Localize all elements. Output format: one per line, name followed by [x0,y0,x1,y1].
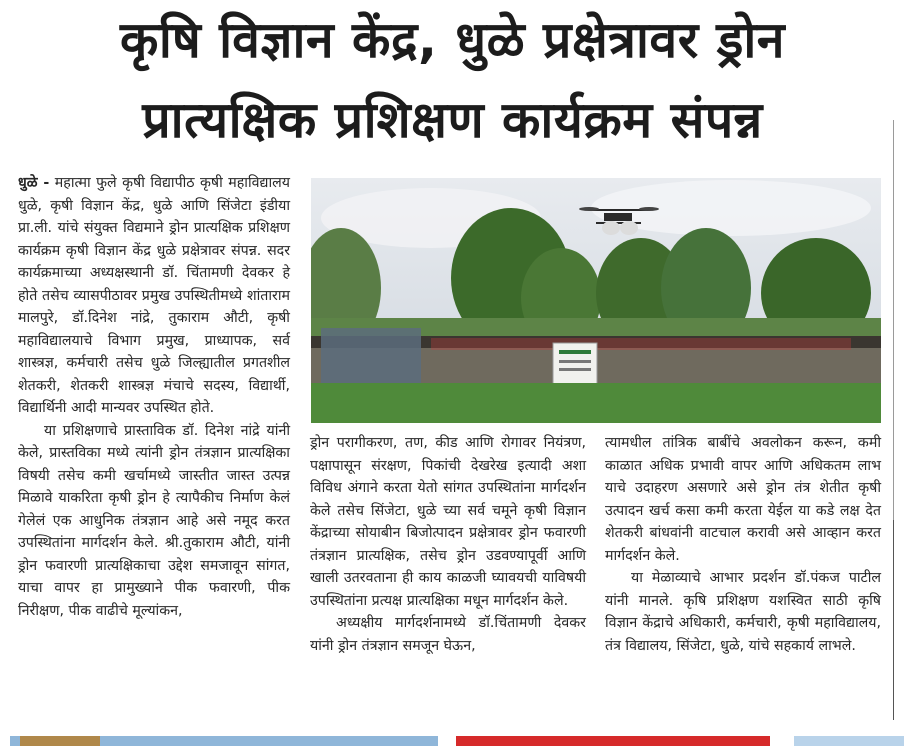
article-paragraph-2: या प्रशिक्षणाचे प्रास्ताविक डॉ. दिनेश नांद्रे यांनी केले, प्रास्तविका मध्ये त्यांनी ड्रोन तंत्रज्ञान प्रात्यक्षिका विषयी तसेच कमी खर्चामध्ये जास्तीत जास्त उत्पन्न मिळावे याकरिता कृषी ड्रोन हे त्यापैकीच निर्माण केलं गेलेलं एक आधुनिक तंत्रज्ञान आहे असे नमूद करत उपस्थितांना मार्गदर्शन केले. श्री.तुकाराम औटी, यांनी ड्रोन फवारणी प्रात्यक्षिकाचा उद्देश समजावून सांगत, याचा वापर हा प्रामुख्याने पीक फवारणी, पीक निरीक्षण, पीक वाढीचे मूल्यांकन, [18,422,290,619]
banner [553,343,597,388]
article-paragraph-3: ड्रोन परागीकरण, तण, कीड आणि रोगावर नियंत्रण, पक्षापासून संरक्षण, पिकांची देखरेख इत्यादी अशा विविध अंगाने करता येतो सांगत उपस्थितांना मार्गदर्शन केले तसेच सिंजेटा, धुळे च्या सर्व चमूने कृषी विज्ञान केंद्राच्या सोयाबीन बिजोत्पादन प्रक्षेत्रावर ड्रोन फवारणी तंत्रज्ञान प्रात्यक्षिक, तसेच ड्रोन उडवण्यापूर्वी आणि खाली उतरवताना ही काय काळजी घ्यावयची याविषयी उपस्थितांना प्रत्यक्ष प्रात्यक्षिका मधून मार्गदर्शन केले. [310,435,586,609]
headline-line-2: प्रात्यक्षिक प्रशिक्षण कार्यक्रम संपन्न [142,91,763,149]
article-paragraph-5: त्यामधील तांत्रिक बाबींचे अवलोकन करून, कमी काळात अधिक प्रभावी वापर आणि अधिकतम लाभ याचे उदाहरण असणारे असे ड्रोन तंत्र शेतीत कृषी उत्पादन खर्च कसा कमी करता येईल या कडे लक्ष देत शेतकरी बांधवांनी वाटचाल करावी असे आव्हान करत मार्गदर्शन केले. [605,435,881,564]
soybean-field [311,383,881,423]
photo-illustration [311,178,881,423]
article-column-1 [18,172,290,622]
drone-demonstration-photo [311,178,881,423]
column-divider [893,520,894,720]
article-paragraph-6: या मेळाव्याचे आभार प्रदर्शन डॉ.पंकज पाटील यांनी मानले. कृषि प्रशिक्षण यशस्वित साठी कृषि विज्ञान केंद्राचे अधिकारी, कर्मचारी, कृषी महाविद्यालय, तंत्र विद्यालय, सिंजेटा, धुळे, यांचे सहकार्य लाभले. [605,570,881,654]
adjacent-article-strip [794,736,904,746]
dateline: धुळे - [18,175,50,191]
adjacent-article-strip [20,736,100,746]
article-paragraph-4: अध्यक्षीय मार्गदर्शनामध्ये डॉ.चिंतामणी देवकर यांनी ड्रोन तंत्रज्ञान समजून घेऊन, [310,615,586,654]
article-paragraph-1: महात्मा फुले कृषी विद्यापीठ कृषी महाविद्यालय धुळे, कृषी विज्ञान केंद्र, धुळे आणि सिंजेटा इंडीया प्रा.ली. यांचे संयुक्त विद्यमाने ड्रोन प्रात्यक्षिक प्रशिक्षण कार्यक्रम कृषी विज्ञान केंद्र धुळे प्रक्षेत्रावर संपन्न. सदर कार्यक्रमाच्या अध्यक्षस्थानी डॉ. चिंतामणी देवकर हे होते तसेच व्यासपीठावर प्रमुख उपस्थितीमध्ये शांताराम मालपुरे, डॉ.दिनेश नांद्रे, तुकाराम औटी, कृषी महाविद्यालयाचे विभाग प्रमुख, प्राध्यापक, सर्व शास्त्रज्ञ, कर्मचारी तसेच धुळे जिल्ह्यातील प्रगतशील शेतकरी, शेतकरी शास्त्रज्ञ मंचाचे सदस्य, विद्यार्थी, विद्यार्थिनी आदी मान्यवर उपस्थित होते. [18,175,290,416]
article-column-3 [605,432,881,657]
article-column-2 [310,432,586,657]
headline-line-1: कृषि विज्ञान केंद्र, धुळे प्रक्षेत्रावर ड्रोन [119,11,786,69]
adjacent-article-strip [456,736,770,746]
